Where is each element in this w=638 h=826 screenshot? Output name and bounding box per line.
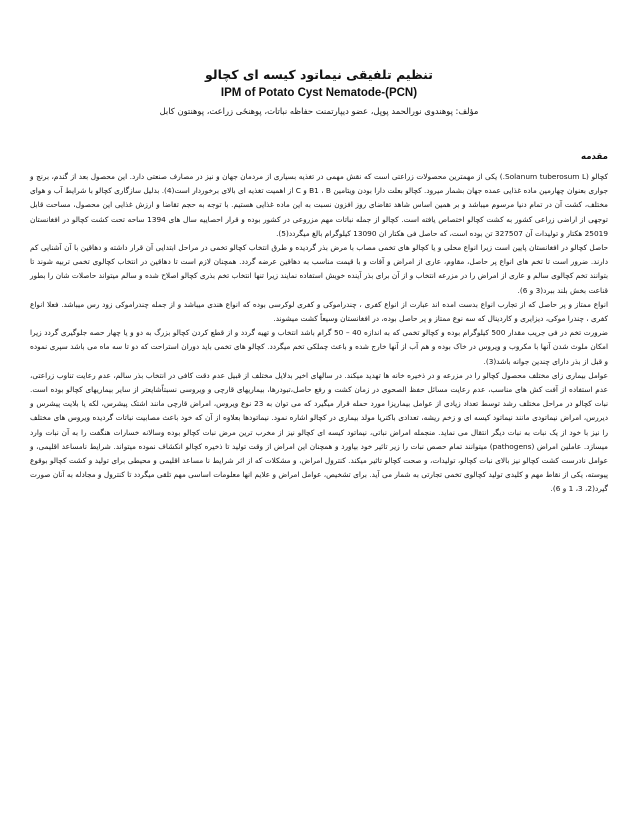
title-english: IPM of Potato Cyst Nematode-(PCN) [220,87,418,99]
author-line: مؤلف: پوهندوی نورالحمد پوپل، عضو دیپارتمنت حفاظه نباتات، پوهنځی زراعت، پوهنتون کابل [159,106,479,116]
paragraph: ضرورت تخم در فی جریب مقدار 500 کیلوگرام بوده و کچالو تخمی که به اندازه 40 – 50 گرام باشد انتخاب و تهیه گردد و از قطع کردن کچالو بزرگ به دو و یا چهار حصه جلوگیری گردد زیرا امکان ملوث شدن آنها با مکروب و ویروس در خاک بوده و هم آب از آنها خارج شده و باعث چملکی تخم میگردد. کچالو های تخمی باید دوران استراحت که دو تا سه ماه می باشد سپری نموده و قبل از بذر دارای چندین جوانه باشد(3). [30,328,609,366]
paragraph: عوامل بیماری زای مختلف محصول کچالو را در مزرعه و در ذخیره خانه ها تهدید میکند. در سالهای اخیر بدلایل مختلف از قبیل عدم دقت کافی در انتخاب بذر سالم، عدم رعایت تناوب زراعتی، عدم استفاده از آفت کش های مناسب، عدم رعایت مسائل حفظ الصحوی در زمان کشت و رفع حاصل،تبودرها، بیماریهای قارچی و ویروسی نسبتاًشایعتر از سایر بیماریهای کچالو بوده است. نبات کچالو در مراحل مختلف رشد توسط تعداد زیادی از عوامل بیماریزا مورد حمله قرار میگیرد که می توان به 23 نوع ویروس، امراض قارچی مانند اشتک پیشرس، لکه یا بلایت پیشرس و دیررس، امراض نیماتودی مانند نیماتود کیسه ای و زخم ریشه، تعدادی باکتریا مولد بیماری در کچالو اشاره نمود. نیماتودها بعلاوه از آن که خود باعث مصابیت نباتات گردیده ویروس های مختلف را نیز با خود از یک نبات به نبات دیگر انتقال می نماید. منجمله امراض نباتی، نیماتود کیسه ای کچالو نیز از مخرب ترین مرض نبات کچالو بوده وسالانه خسارات هنگفت را به آن نبات وارد میسازد. عاملین امراض (pathogens) میتوانند تمام حصص نبات را زیر تاثیر خود بیاورد و همچنان این امراض از وقت تولید تا ذخیره کچالو انکشاف نموده میتواند. شرایط نامساعد اقلیمی، و عوامل نادرست کشت کچالو نیز بالای نبات کچالو، تولیدات، و صحت کچالو تاثیر میکند. کنترول امراض، و مشکلات که از اثر شرایط نا مساعد اقلیمی و محیطی برای تولید و کشت کچالو بوقوع پیوسته، یکی از نقاط مهم و کلیدی تولید کچالوی تخمی تجارتی به شمار می آید. برای تشخیص، عوامل امراض و علایم انها معلومات اساسی مهم تلقی میگردد تا کنترول و مجادله به آنان صورت گیرد(2، 3، 1 و 6). [30,370,608,494]
title-persian: تنظیم تلفیقی نیماتود کیسه ای کچالو [205,67,433,82]
paragraph: حاصل کچالو در افغانستان پایین است زیرا انواع محلی و یا کچالو های تخمی مصاب با مرض بذر گردیده و طرق انتخاب کچالو تخمی در مراحل ابتدایی آن قرار داشته و دهاقین با آن آشنایی کم دارند. ضرور است تا تخم های انواع پر حاصل، مقاوم، عاری از امراض و آفات و با قیمت مناسب به دهاقین عرضه گردد. همچنان لازم است تا دهاقین در انتخاب کچالوی تخمی تربیه شوند تا بتوانند تخم کچالوی سالم و عاری از امراض را در مزرعه انتخاب و از آن برای بذر آینده خویش استفاده نمایند زیرا تنها انتخاب تخم بذری کچالو اصلاح شده و سالم میتواند حاصلات شان را بطور قناعت بخش بلند ببرد(3 و 6). [30,243,608,295]
paragraph: کچالو (Solanum tuberosum L.) یکی از مهمترین محصولات زراعتی است که نقش مهمی در تغذیه بسیاری از مردمان جهان و نیز در مصارف صنعتی دارد. این محصول بعد از گندم، برنج و جواری بعنوان چهارمین ماده غذایی عمده جهان بشمار میرود. کچالو بعلت دارا بودن ویتامین B1 ، B و C از اهمیت تغذیه ای بالای برخوردار است(4). بدلیل سازگاری کچالو با شرایط آب و هوای مختلف، کشت آن در تمام دنیا مرسوم میباشد و بر همین اساس شاهد تقاضای روز افزون نسبت به این ماده غذایی هستیم. با توجه به حجم تقاضا و ارزش غذایی این محصول، مساحت قابل توجهی از اراضی زراعی کشور به کشت کچالو اختصاص یافته است. کچالو از جمله نباتات مهم مزروعی در کشور بوده و قرار احصاییه سال های 1394 ساحه تحت کشت کچالو در افغانستان 25019 هکتار و تولیدات آن 327507 تن بوده است، که حاصل فی هکتار ان 13090 کیلوگرام بالغ میگردد(5). [30,172,608,238]
document-body [30,170,608,497]
section-heading-introduction: مقدمه [580,152,608,162]
paragraph: انواع ممتاز و پر حاصل که از تجارب انواع بدست امده اند عبارت از انواع کفری ، چندراموکی و کفری لوکرسی بوده که انواع هندی میباشد و از جمله چندراموکی زود رس میباشد. فعلا انواع کفری ، چندرا موکی، دیزایری و کاردینال که سه نوع ممتاز و پر حاصل بوده، در افغانستان وسیعاً کشت میشوند. [30,299,608,324]
